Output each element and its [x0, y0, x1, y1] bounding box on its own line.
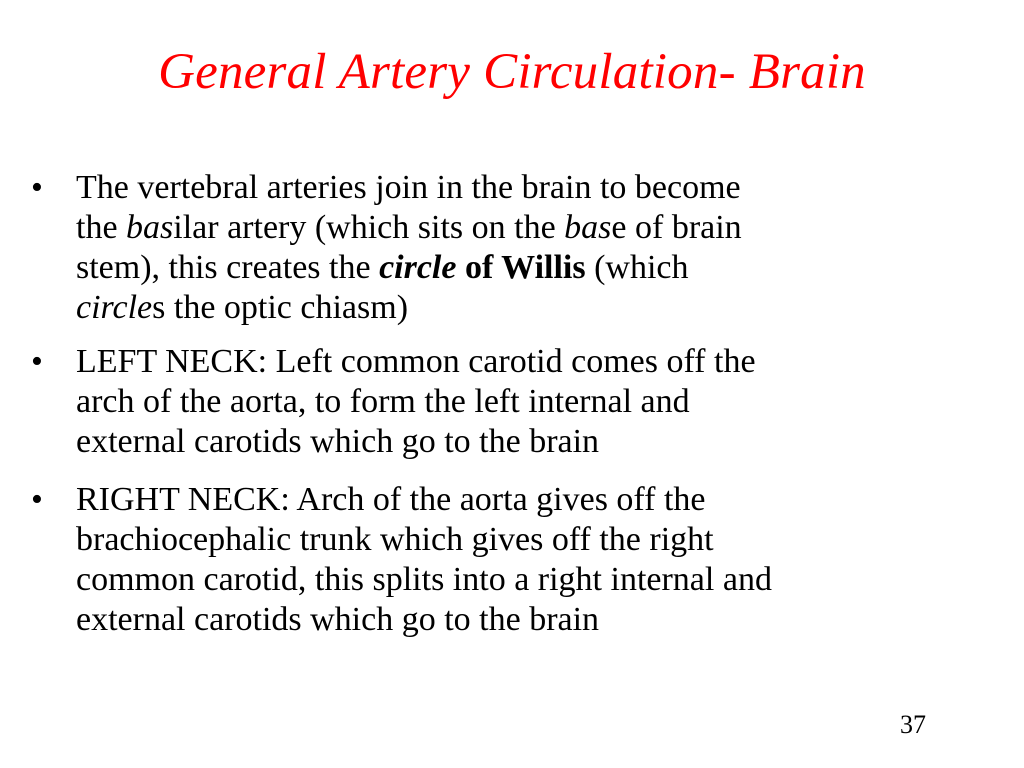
bullet-line [76, 520, 1018, 560]
bullet-line [76, 480, 1018, 520]
bullet-item-right-neck [28, 480, 1018, 640]
text-run: the [76, 209, 127, 246]
text-run: external carotids which go to the brain [76, 601, 600, 638]
text-run: LEFT NECK: Left common carotid comes off the [76, 343, 756, 380]
emphasis-text: bas [126, 209, 174, 246]
bullet-line [76, 600, 1018, 640]
emphasis-text: bas [564, 209, 612, 246]
bullet-line [76, 168, 1018, 208]
text-run: ilar artery (which sits on the [173, 209, 565, 246]
bold-text: of Willis [456, 249, 586, 286]
bullet-line [76, 342, 1018, 382]
text-run: s the optic chiasm) [152, 289, 409, 326]
text-run: (which [585, 249, 689, 286]
emphasis-text: circle [379, 249, 457, 286]
bullet-item-vertebral [28, 168, 1018, 328]
page-number: 37 [900, 710, 926, 739]
text-run: arch of the aorta, to form the left internal and [76, 383, 690, 420]
text-run: brachiocephalic trunk which gives off the right [76, 521, 714, 558]
text-run: stem), this creates the [76, 249, 380, 286]
text-run: The vertebral arteries join in the brain to become [76, 169, 741, 206]
bullet-line [76, 208, 1018, 248]
bullet-list [28, 168, 1018, 654]
text-run: e of brain [611, 209, 742, 246]
bullet-item-left-neck [28, 342, 1018, 462]
text-run: external carotids which go to the brain [76, 423, 600, 460]
slide-title: General Artery Circulation- Brain [158, 44, 866, 100]
bullet-line [76, 288, 1018, 328]
text-run: common carotid, this splits into a right internal and [76, 561, 772, 598]
bullet-marker: • [31, 343, 43, 380]
bullet-line [76, 248, 1018, 288]
bullet-line [76, 382, 1018, 422]
bullet-line [76, 560, 1018, 600]
emphasis-text: circle [76, 289, 153, 326]
text-run: RIGHT NECK: Arch of the aorta gives off the [76, 481, 706, 518]
bullet-line [76, 422, 1018, 462]
bullet-marker: • [31, 169, 43, 206]
bullet-marker: • [31, 481, 43, 518]
